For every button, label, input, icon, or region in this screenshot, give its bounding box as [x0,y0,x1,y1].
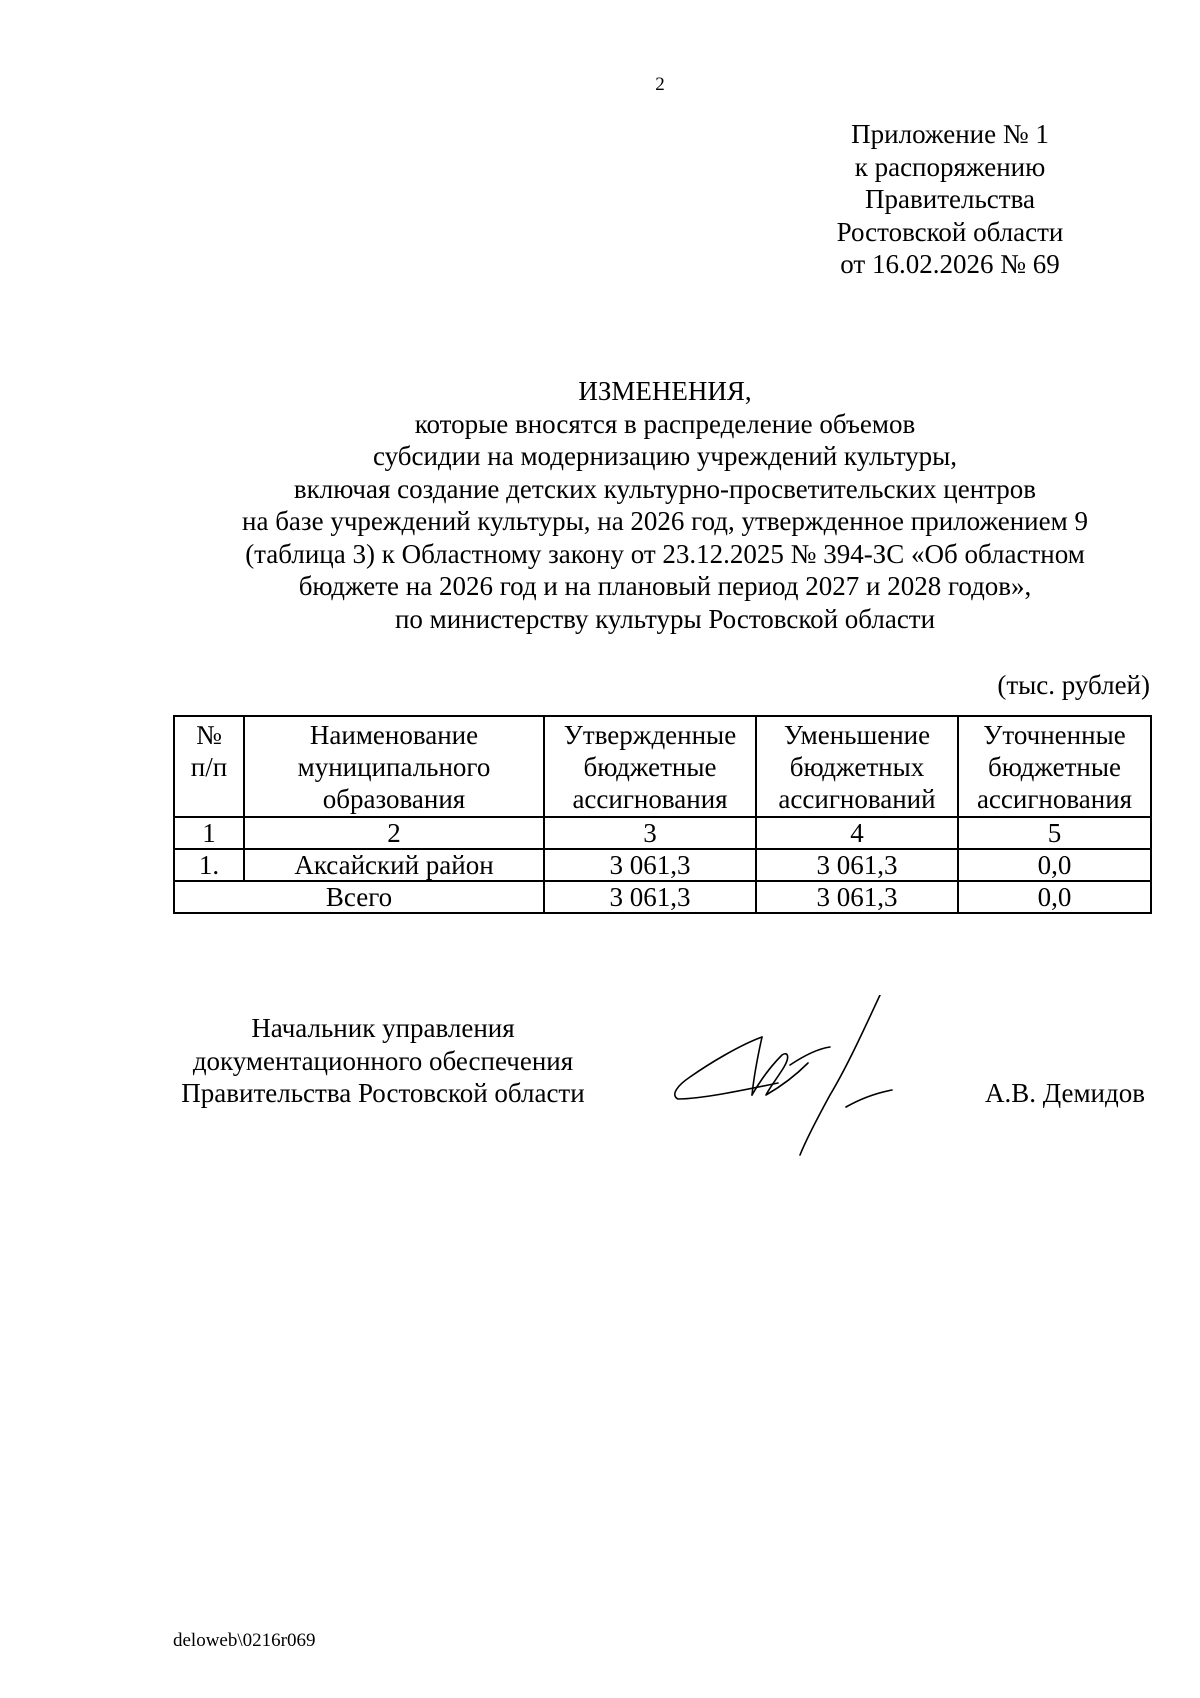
column-number: 2 [244,817,544,849]
title-line: (таблица 3) к Областному закону от 23.12.2025 № 394-ЗС «Об областном [245,538,1085,569]
revised-value: 0,0 [958,849,1151,881]
row-number: 1. [174,849,244,881]
total-decrease: 3 061,3 [756,881,958,913]
column-number: 4 [756,817,958,849]
signatory-line: документационного обеспечения [192,1045,574,1076]
header-approved: Утвержденные бюджетные ассигнования [544,716,756,817]
allocation-table [173,715,1152,914]
signatory-line: Правительства Ростовской области [181,1078,585,1108]
title-line: бюджете на 2026 год и на плановый период 2027 и 2028 годов», [298,571,1032,601]
column-number: 3 [544,817,756,849]
header-revised: Уточненные бюджетные ассигнования [958,716,1151,817]
document-title [165,375,1165,635]
title-line: по министерству культуры Ростовской области [394,603,936,634]
title-heading: ИЗМЕНЕНИЯ, [578,376,752,406]
appendix-line: к распоряжению [854,151,1046,182]
municipality-name: Аксайский район [244,849,544,881]
handwritten-signature [670,995,940,1160]
appendix-line: Приложение № 1 [851,119,1049,149]
column-number-row [174,817,1151,849]
title-line: которые вносятся в распределение объемов [414,408,916,439]
title-line: включая создание детских культурно-просветительских центров [293,473,1037,504]
decrease-value: 3 061,3 [756,849,958,881]
appendix-header [800,118,1100,281]
units-label: (тыс. рублей) [997,670,1150,700]
header-decrease: Уменьшение бюджетных ассигнований [756,716,958,817]
signer-name: А.В. Демидов [984,1078,1145,1108]
table-header-row [174,716,1151,817]
signatory-line: Начальник управления [251,1013,515,1043]
total-label: Всего [174,881,544,913]
appendix-line: от 16.02.2026 № 69 [840,249,1060,279]
column-number: 1 [174,817,244,849]
total-row [174,881,1151,913]
document-code: deloweb\0216r069 [173,1630,316,1651]
appendix-line: Правительства [865,184,1035,214]
approved-value: 3 061,3 [544,849,756,881]
signatory-position [173,1012,593,1110]
total-revised: 0,0 [958,881,1151,913]
page-number: 2 [655,74,665,95]
appendix-line: Ростовской области [836,216,1064,247]
table-row [174,849,1151,881]
column-number: 5 [958,817,1151,849]
title-line: на базе учреждений культуры, на 2026 год, утвержденное приложением 9 [242,506,1088,536]
header-municipality: Наименование муниципального образования [244,716,544,817]
header-number: № п/п [174,716,244,817]
title-line: субсидии на модернизацию учреждений культуры, [372,441,958,471]
total-approved: 3 061,3 [544,881,756,913]
